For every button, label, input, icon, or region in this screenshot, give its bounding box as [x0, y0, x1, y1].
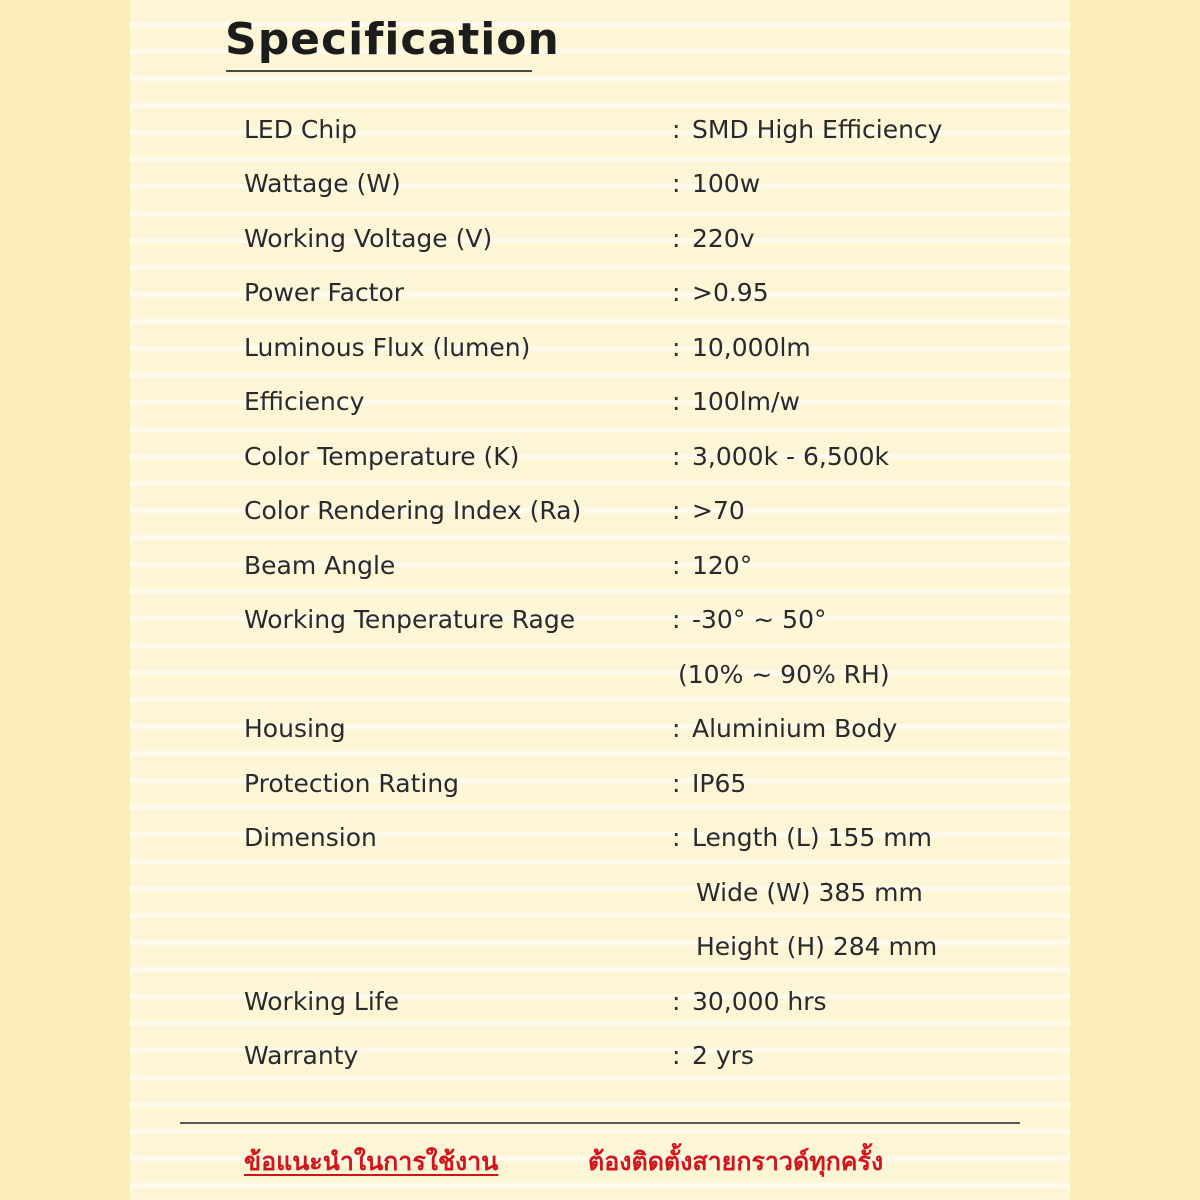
spec-colon: : [672, 333, 681, 362]
usage-advice-heading: ข้อแนะนำในการใช้งาน [244, 1147, 499, 1176]
spec-colon: : [672, 169, 681, 198]
spec-row-dimension-height [0, 927, 1200, 967]
spec-row-working-voltage [0, 219, 1200, 259]
spec-label: Color Temperature (K) [244, 442, 520, 471]
spec-row-dimension-length [0, 818, 1200, 858]
spec-colon: : [672, 605, 681, 634]
spec-value: (10% ~ 90% RH) [678, 660, 890, 689]
spec-value: 120° [692, 551, 753, 580]
footer-divider [180, 1122, 1020, 1124]
spec-row-efficiency [0, 382, 1200, 422]
spec-row-working-temperature [0, 600, 1200, 640]
spec-value: >70 [692, 496, 745, 525]
spec-colon: : [672, 769, 681, 798]
spec-row-working-temperature-humidity [0, 655, 1200, 695]
spec-colon: : [672, 496, 681, 525]
grounding-warning: ต้องติดตั้งสายกราวด์ทุกครั้ง [588, 1147, 884, 1176]
spec-row-luminous-flux [0, 328, 1200, 368]
spec-row-color-temperature [0, 437, 1200, 477]
spec-value: 10,000lm [692, 333, 811, 362]
spec-label: Dimension [244, 823, 377, 852]
spec-label: LED Chip [244, 115, 358, 144]
spec-row-color-rendering-index [0, 491, 1200, 531]
spec-colon: : [672, 714, 681, 743]
spec-row-beam-angle [0, 546, 1200, 586]
spec-colon: : [672, 987, 681, 1016]
spec-row-protection-rating [0, 764, 1200, 804]
spec-value: IP65 [692, 769, 747, 798]
spec-row-led-chip [0, 110, 1200, 150]
spec-row-dimension-wide [0, 873, 1200, 913]
title-underline [226, 70, 532, 72]
spec-row-housing [0, 709, 1200, 749]
spec-label: Luminous Flux (lumen) [244, 333, 531, 362]
spec-label: Working Life [244, 987, 399, 1016]
spec-value: Height (H) 284 mm [696, 932, 938, 961]
spec-row-working-life [0, 982, 1200, 1022]
spec-label: Working Tenperature Rage [244, 605, 576, 634]
page-title: Specification [225, 14, 560, 65]
spec-label: Warranty [244, 1041, 359, 1070]
spec-colon: : [672, 387, 681, 416]
spec-colon: : [672, 278, 681, 307]
spec-label: Protection Rating [244, 769, 460, 798]
spec-label: Power Factor [244, 278, 405, 307]
spec-value: 100w [692, 169, 761, 198]
spec-value: Aluminium Body [692, 714, 898, 743]
spec-value: 2 yrs [692, 1041, 754, 1070]
spec-value: 3,000k - 6,500k [692, 442, 890, 471]
spec-row-warranty [0, 1036, 1200, 1076]
spec-row-power-factor [0, 273, 1200, 313]
spec-colon: : [672, 442, 681, 471]
spec-colon: : [672, 823, 681, 852]
spec-colon: : [672, 115, 681, 144]
spec-value: 220v [692, 224, 755, 253]
spec-label: Working Voltage (V) [244, 224, 493, 253]
spec-value: SMD High Efficiency [692, 115, 943, 144]
spec-label: Beam Angle [244, 551, 396, 580]
spec-label: Efficiency [244, 387, 365, 416]
spec-label: Housing [244, 714, 346, 743]
spec-value: 30,000 hrs [692, 987, 827, 1016]
spec-label: Color Rendering Index (Ra) [244, 496, 582, 525]
spec-value: Length (L) 155 mm [692, 823, 932, 852]
spec-value: -30° ~ 50° [692, 605, 827, 634]
spec-colon: : [672, 551, 681, 580]
spec-value: >0.95 [692, 278, 769, 307]
spec-colon: : [672, 1041, 681, 1070]
spec-row-wattage [0, 164, 1200, 204]
spec-value: 100lm/w [692, 387, 800, 416]
spec-value: Wide (W) 385 mm [696, 878, 923, 907]
spec-label: Wattage (W) [244, 169, 401, 198]
spec-colon: : [672, 224, 681, 253]
